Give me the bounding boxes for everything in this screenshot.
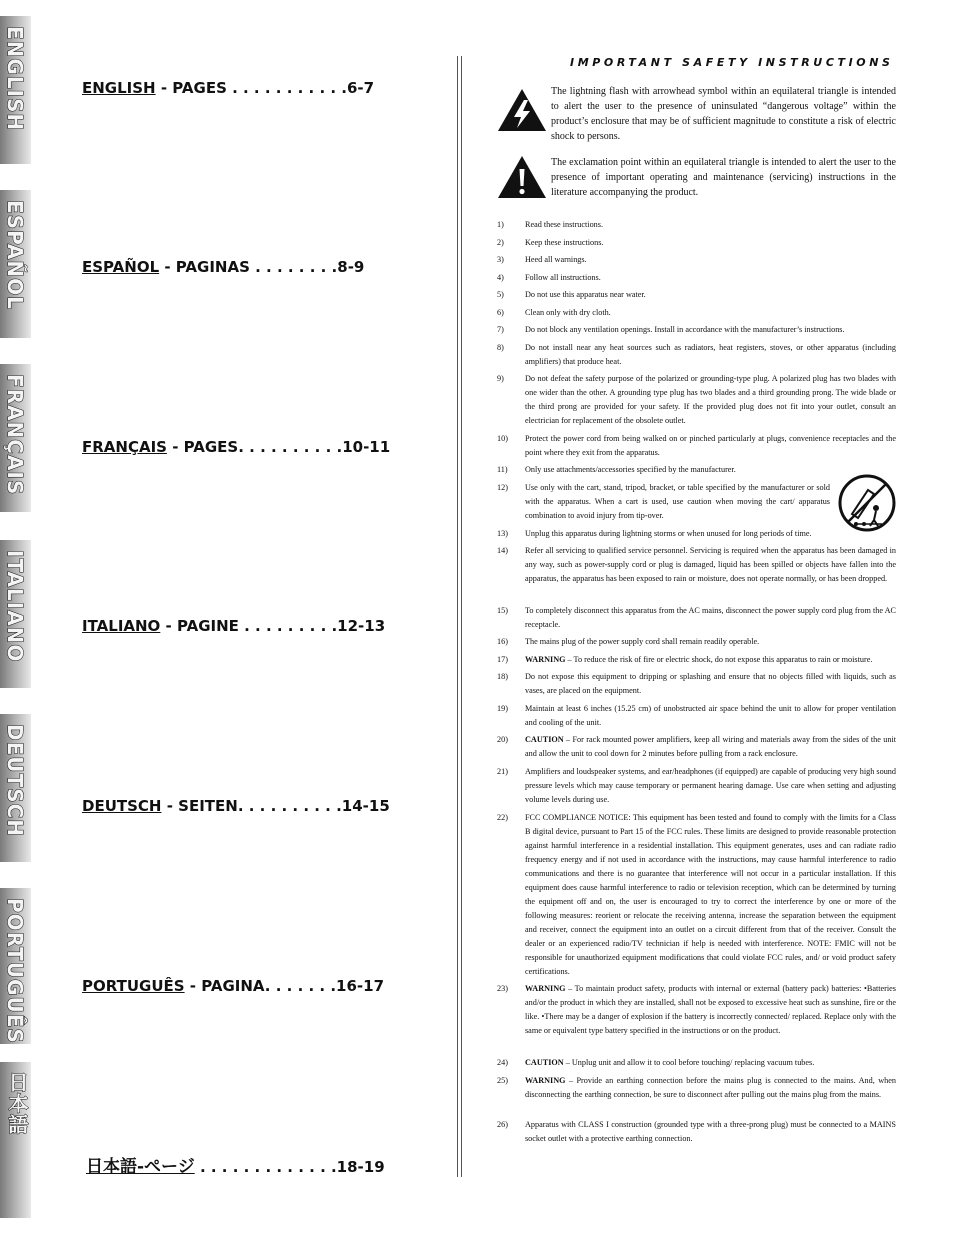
list-item: Clean only with dry cloth. (525, 308, 611, 317)
list-item-number: 8) (497, 343, 504, 352)
warning-label: WARNING (525, 655, 566, 664)
list-item-number: 9) (497, 374, 504, 383)
list-item-text: – Provide an earthing connection before the mains plug is connected to the mains. And, when disconnecting the earthing connection, be sure to disconnect after pulling out the mains plug from the mains. (525, 1076, 896, 1099)
list-item-number: 2) (497, 238, 504, 247)
list-item: Only use attachments/accessories specified by the manufacturer. (525, 465, 736, 474)
toc-pages: - PAGINAS . . . . . . . .8-9 (159, 258, 365, 276)
list-item-text: – To reduce the risk of fire or electric shock, do not expose this apparatus to rain or moisture. (565, 655, 873, 664)
list-item: Unplug this apparatus during lightning storms or when unused for long periods of time. (525, 529, 812, 538)
tab-japanese[interactable] (0, 1062, 31, 1218)
list-item (525, 653, 896, 667)
toc-language: FRANÇAIS (82, 438, 167, 456)
list-item: To completely disconnect this apparatus from the AC mains, disconnect the power supply cord plug from the AC receptacle. (525, 606, 896, 629)
tab-label: FRANÇAIS (3, 374, 27, 496)
list-item-number: 16) (497, 637, 508, 646)
toc-pages: - PAGINA. . . . . . .16-17 (184, 977, 385, 995)
list-item (525, 1074, 896, 1102)
toc-language: ENGLISH (82, 79, 156, 97)
list-item-text: – To maintain product safety, products with internal or external (battery pack) batteries: •Batteries and/or the product in which they are installed, shall not be exposed to excessive heat such as sunshine, fire or the like. •There may be a danger of explosion if the battery is incorrectly connected/ replaced. Replace only with the same or equivalent type battery specified in the instructions or on the product. (525, 984, 896, 1035)
list-item: The mains plug of the power supply cord shall remain readily operable. (525, 637, 760, 646)
toc-language: DEUTSCH (82, 797, 162, 815)
list-item-text: – Unplug unit and allow it to cool before touching/ replacing vacuum tubes. (563, 1058, 815, 1067)
list-item-number: 15) (497, 606, 508, 615)
toc-entry-japanese[interactable] (86, 1152, 385, 1177)
list-item-number: 1) (497, 220, 504, 229)
list-item-number: 5) (497, 290, 504, 299)
exclamation-triangle-icon (497, 155, 547, 204)
warning-label: WARNING (525, 984, 566, 993)
tab-label: ENGLISH (3, 26, 27, 132)
tab-francais[interactable] (0, 364, 31, 512)
toc-language: 日本語-ページ (86, 1157, 195, 1177)
list-item-number: 22) (497, 813, 508, 822)
toc-pages: - PAGINE . . . . . . . . .12-13 (160, 617, 386, 635)
toc-entry-italiano[interactable] (82, 617, 385, 635)
list-item-number: 25) (497, 1076, 508, 1085)
list-item: Do not install near any heat sources such as radiators, heat registers, stoves, or other apparatus (including amplifiers) that produce heat. (525, 343, 896, 366)
list-item-number: 11) (497, 465, 508, 474)
toc-entry-portugues[interactable] (82, 977, 384, 995)
list-item (525, 982, 896, 1038)
list-item-number: 18) (497, 672, 508, 681)
tab-label: ESPAÑOL (3, 200, 27, 310)
list-item: Read these instructions. (525, 220, 603, 229)
tab-deutsch[interactable] (0, 714, 31, 862)
tab-italiano[interactable] (0, 540, 31, 688)
list-item: Do not block any ventilation openings. Install in accordance with the manufacturer’s instructions. (525, 325, 845, 334)
list-item: Follow all instructions. (525, 273, 601, 282)
list-item: Do not defeat the safety purpose of the polarized or grounding-type plug. A polarized plug has two blades with one wider than the other. A grounding type plug has two blades and a third grounding prong. The wide blade or the third prong are provided for your safety. If the provided plug does not fit into your outlet, consult an electrician for replacement of the obsolete outlet. (525, 374, 896, 425)
tab-label: 日本語 (5, 1072, 29, 1135)
caution-label: CAUTION (525, 735, 564, 744)
list-item (525, 733, 896, 761)
list-item: Apparatus with CLASS I construction (grounded type with a three-prong plug) must be connected to a MAINS socket outlet with a protective earthing connection. (525, 1120, 896, 1143)
list-item-number: 4) (497, 273, 504, 282)
tab-espanol[interactable] (0, 190, 31, 338)
tab-label: PORTUGUÊS (3, 898, 27, 1044)
toc-entry-espanol[interactable] (82, 258, 364, 276)
tab-label: ITALIANO (3, 550, 27, 663)
list-item-number: 7) (497, 325, 504, 334)
toc-entry-english[interactable] (82, 79, 374, 97)
list-item: Do not use this apparatus near water. (525, 290, 646, 299)
list-item-number: 23) (497, 984, 508, 993)
list-item-number: 10) (497, 434, 508, 443)
toc-entry-francais[interactable] (82, 438, 390, 456)
toc-pages: - SEITEN. . . . . . . . . .14-15 (161, 797, 390, 815)
list-item: Use only with the cart, stand, tripod, bracket, or table specified by the manufacturer or sold with the apparatus. When a cart is used, use caution when moving the cart/ apparatus combination to avoid injury from tip-over. (525, 483, 830, 520)
tab-label: DEUTSCH (3, 724, 27, 837)
list-item: Amplifiers and loudspeaker systems, and ear/headphones (if equipped) are capable of producing very high sound pressure levels which may cause temporary or permanent hearing damage. Use care when setting and adjusting volume levels during use. (525, 767, 896, 804)
tab-portugues[interactable] (0, 888, 31, 1044)
list-item: Heed all warnings. (525, 255, 587, 264)
toc-entry-deutsch[interactable] (82, 797, 390, 815)
list-item-number: 26) (497, 1120, 508, 1129)
list-item-number: 20) (497, 735, 508, 744)
list-item-number: 24) (497, 1058, 508, 1067)
list-item-number: 19) (497, 704, 508, 713)
toc-language: PORTUGUÊS (82, 977, 185, 995)
toc-language: ESPAÑOL (82, 258, 160, 276)
list-item-number: 14) (497, 546, 508, 555)
list-item-number: 17) (497, 655, 508, 664)
list-item-number: 21) (497, 767, 508, 776)
list-item (525, 1056, 896, 1070)
column-divider (457, 56, 458, 1177)
warning-label: WARNING (525, 1076, 566, 1085)
safety-title: IMPORTANT SAFETY INSTRUCTIONS (570, 56, 894, 69)
lightning-warning-text: The lightning flash with arrowhead symbol within an equilateral triangle is intended to alert the user to the presence of uninsulated “dangerous voltage” within the product’s enclosure that may be of sufficient magnitude to constitute a risk of electric shock to persons. (551, 86, 896, 142)
toc-pages: - PAGES . . . . . . . . . . .6-7 (155, 79, 375, 97)
list-item: FCC COMPLIANCE NOTICE: This equipment has been tested and found to comply with the limits for a Class B digital device, pursuant to Part 15 of the FCC rules. These limits are designed to provide reasonable protection against harmful interference in a residential installation. This equipment generates, uses and can radiate radio frequency energy and if not used in accordance with the instructions, may cause harmful interference to radio communications and there is no guarantee that interference will not occur in a particular installation. If this equipment does cause harmful interference to radio or television reception, which can be determined by turning the equipment off and on, the user is encouraged to try to correct the interference by one or more of the following measures: reorient or relocate the receiving antenna, increase the separation between the equipment and receiver, connect the equipment into an outlet on a circuit different from that of the receiver. Consult the dealer or an experienced radio/TV technician if help is needed with interference. NOTE: FMIC will not be responsible for unauthorized equipment modifications that could violate FCC rules, and/ or void product safety certifications. (525, 813, 896, 976)
list-item-number: 3) (497, 255, 504, 264)
caution-label: CAUTION (525, 1058, 564, 1067)
list-item-number: 13) (497, 529, 508, 538)
lightning-triangle-icon (497, 88, 547, 137)
list-item: Refer all servicing to qualified service personnel. Servicing is required when the apparatus has been damaged in any way, such as power-supply cord or plug is damaged, liquid has been spilled or objects have fallen into the apparatus, the apparatus has been exposed to rain or moisture, does not operate normally, or has been dropped. (525, 546, 896, 583)
list-item-number: 6) (497, 308, 504, 317)
list-item: Keep these instructions. (525, 238, 604, 247)
toc-pages: . . . . . . . . . . . . .18-19 (194, 1158, 385, 1176)
list-item: Do not expose this equipment to dripping or splashing and ensure that no objects filled with liquids, such as vases, are placed on the equipment. (525, 672, 896, 695)
list-item-text: – For rack mounted power amplifiers, keep all wiring and materials away from the sides of the unit and allow the unit to cool down for 2 minutes before pulling from a rack enclosure. (525, 735, 896, 758)
column-divider (461, 56, 462, 1177)
toc-language: ITALIANO (82, 617, 161, 635)
list-item: Maintain at least 6 inches (15.25 cm) of unobstructed air space behind the unit to allow for proper ventilation and cooling of the unit. (525, 704, 896, 727)
list-item-number: 12) (497, 483, 508, 492)
toc-pages: - PAGES. . . . . . . . . .10-11 (166, 438, 391, 456)
exclamation-warning-text: The exclamation point within an equilateral triangle is intended to alert the user to the presence of important operating and maintenance (servicing) instructions in the literature accompanying the product. (551, 157, 896, 198)
tab-english[interactable] (0, 16, 31, 164)
list-item: Protect the power cord from being walked on or pinched particularly at plugs, convenience receptacles and the point where they exit from the apparatus. (525, 434, 896, 457)
